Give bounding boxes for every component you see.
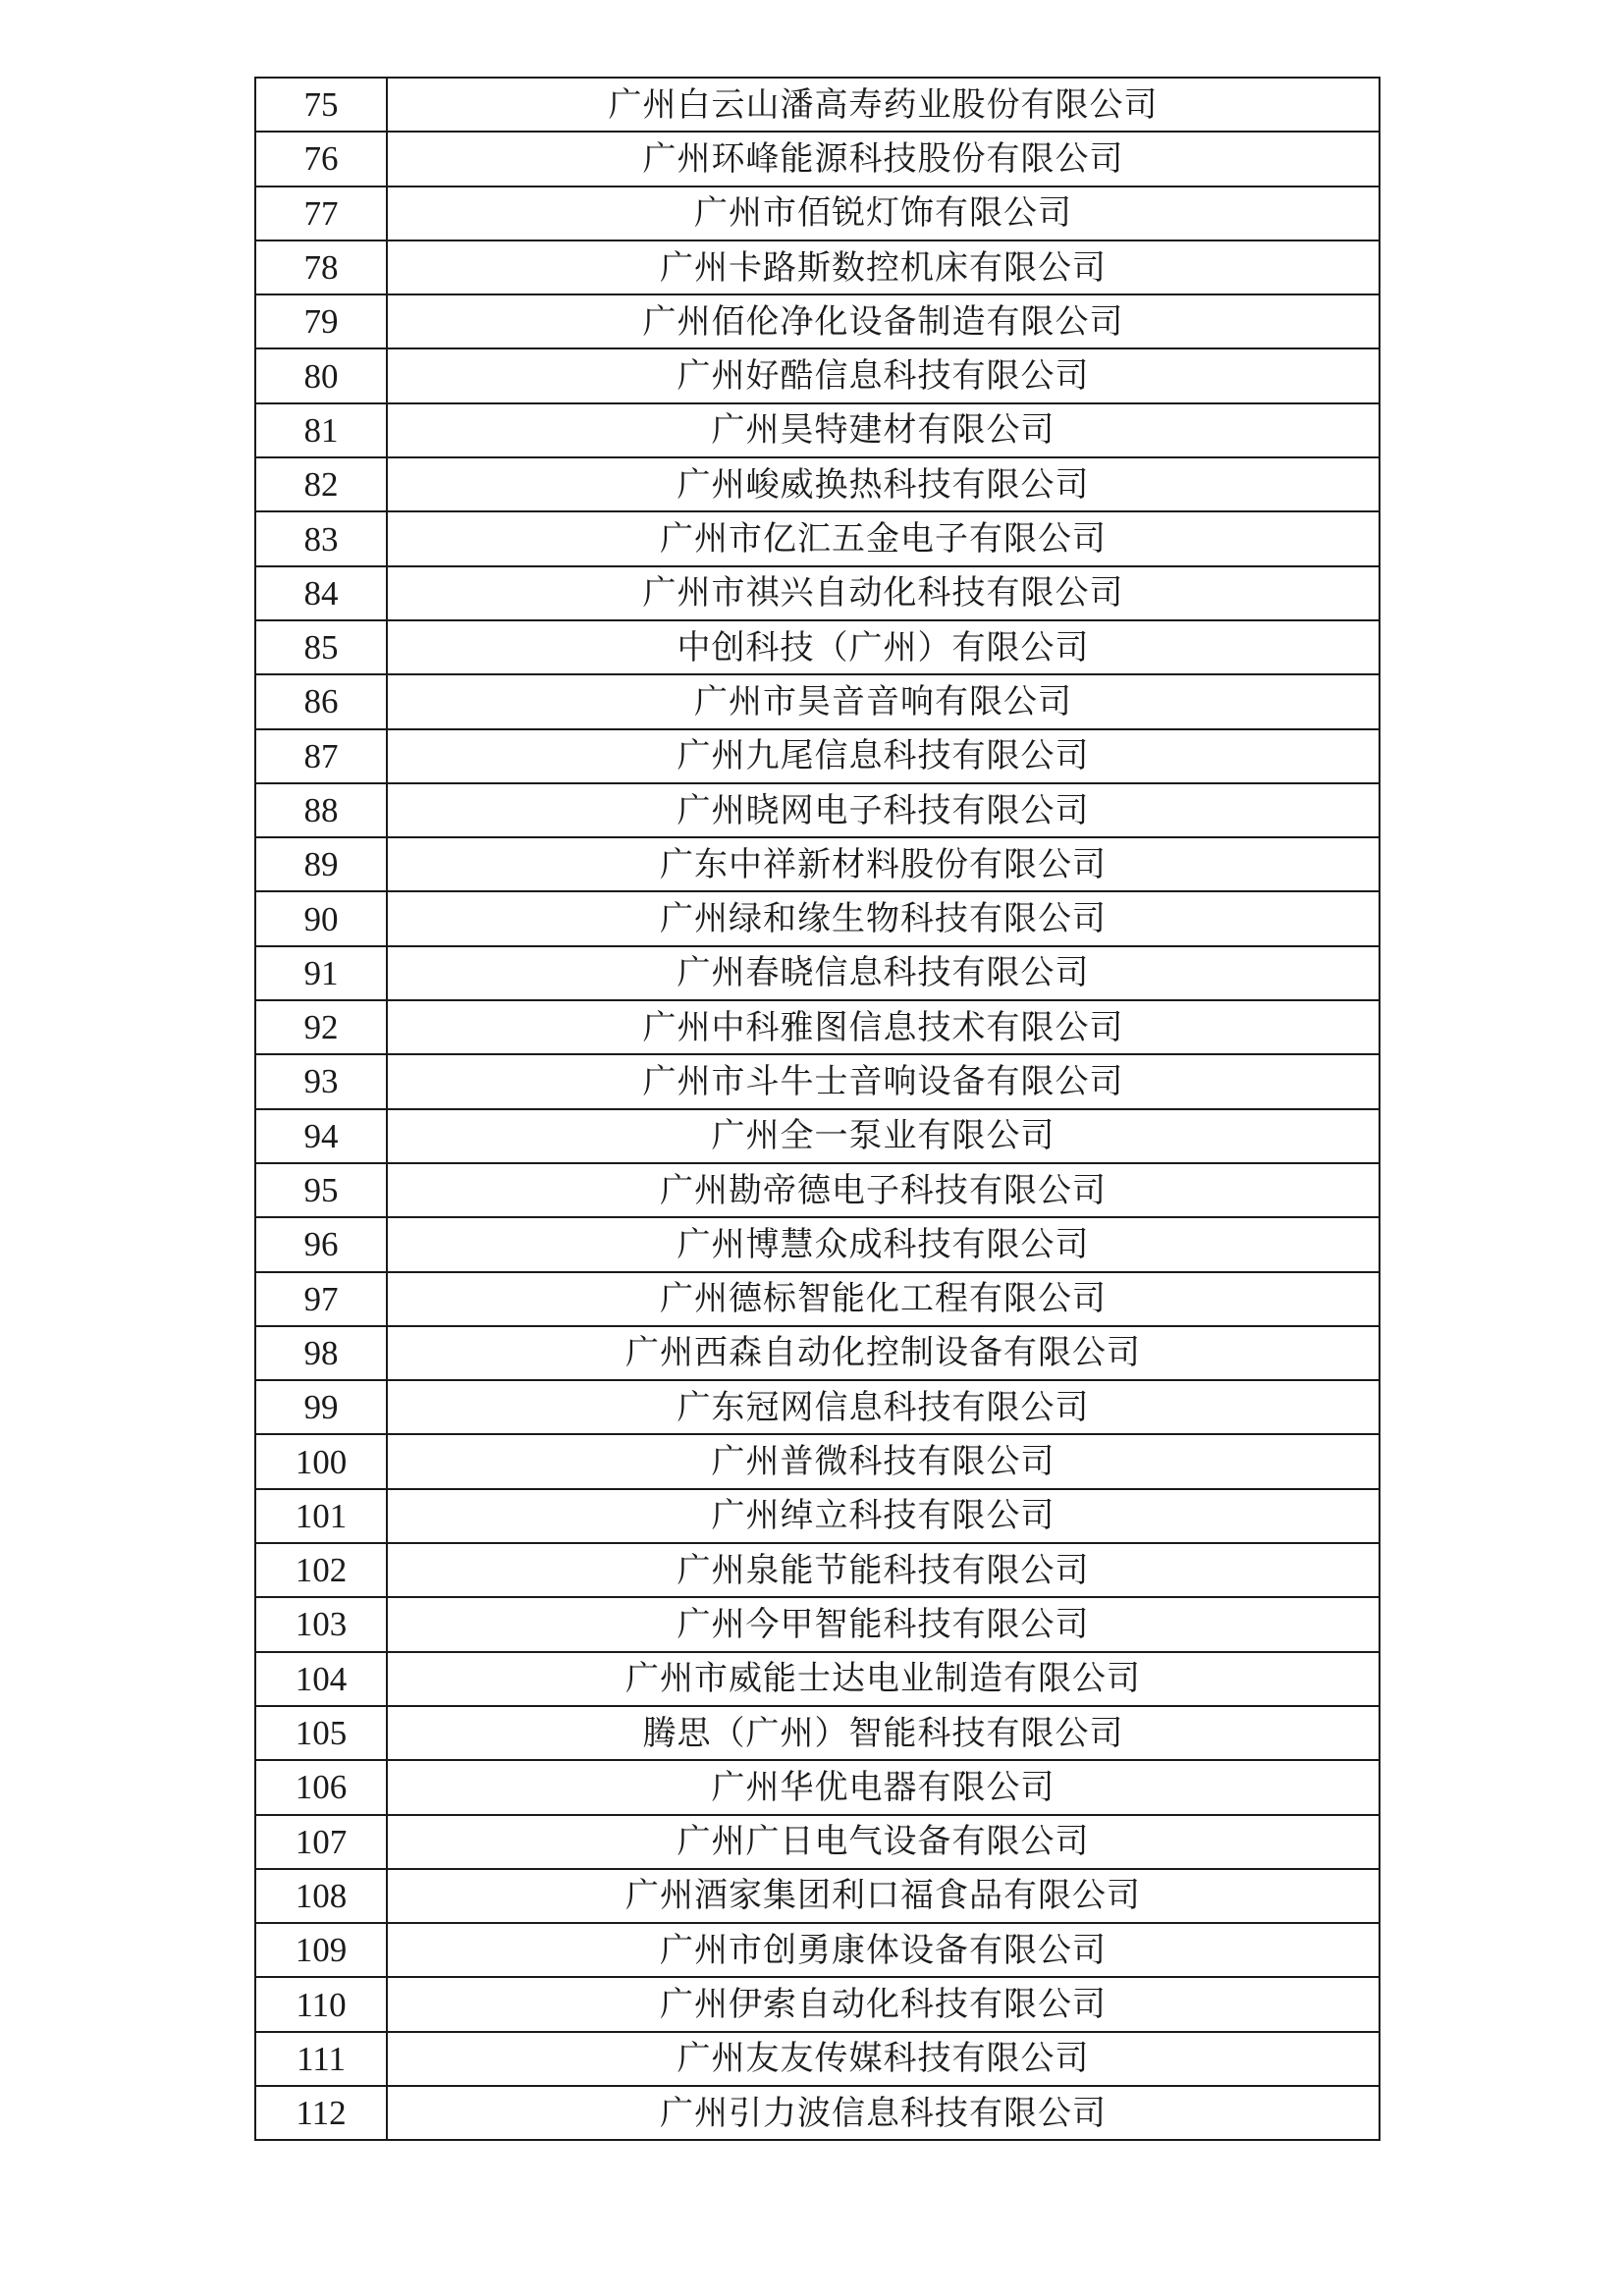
- company-name-cell: 广州晓网电子科技有限公司: [387, 783, 1380, 837]
- company-name-cell: 广州市威能士达电业制造有限公司: [387, 1652, 1380, 1706]
- table-row: [255, 294, 1380, 348]
- company-name-cell: 广州酒家集团利口福食品有限公司: [387, 1869, 1380, 1923]
- table-row: [255, 2032, 1380, 2086]
- company-name-cell: 广州环峰能源科技股份有限公司: [387, 132, 1380, 186]
- company-name-cell: 广州博慧众成科技有限公司: [387, 1217, 1380, 1271]
- row-number-cell: 82: [255, 457, 387, 511]
- company-name-cell: 中创科技（广州）有限公司: [387, 620, 1380, 674]
- row-number-cell: 75: [255, 78, 387, 132]
- table-row: [255, 403, 1380, 457]
- table-row: [255, 1923, 1380, 1977]
- company-list-table: [254, 77, 1380, 2141]
- company-name-cell: 广州市创勇康体设备有限公司: [387, 1923, 1380, 1977]
- row-number-cell: 99: [255, 1380, 387, 1434]
- table-row: [255, 1977, 1380, 2031]
- table-row: [255, 1000, 1380, 1054]
- row-number-cell: 86: [255, 674, 387, 728]
- row-number-cell: 108: [255, 1869, 387, 1923]
- row-number-cell: 102: [255, 1543, 387, 1597]
- row-number-cell: 107: [255, 1815, 387, 1869]
- company-name-cell: 广州佰伦净化设备制造有限公司: [387, 294, 1380, 348]
- row-number-cell: 77: [255, 187, 387, 240]
- table-row: [255, 891, 1380, 945]
- company-name-cell: 广州普微科技有限公司: [387, 1434, 1380, 1488]
- company-name-cell: 广州德标智能化工程有限公司: [387, 1272, 1380, 1326]
- row-number-cell: 84: [255, 566, 387, 620]
- row-number-cell: 106: [255, 1760, 387, 1814]
- row-number-cell: 98: [255, 1326, 387, 1380]
- company-name-cell: 广州市佰锐灯饰有限公司: [387, 187, 1380, 240]
- table-row: [255, 1543, 1380, 1597]
- row-number-cell: 94: [255, 1109, 387, 1163]
- row-number-cell: 97: [255, 1272, 387, 1326]
- table-row: [255, 1163, 1380, 1217]
- company-name-cell: 广州广日电气设备有限公司: [387, 1815, 1380, 1869]
- table-row: [255, 620, 1380, 674]
- company-name-cell: 腾思（广州）智能科技有限公司: [387, 1706, 1380, 1760]
- company-name-cell: 广州华优电器有限公司: [387, 1760, 1380, 1814]
- table-row: [255, 1054, 1380, 1108]
- table-row: [255, 946, 1380, 1000]
- company-name-cell: 广州友友传媒科技有限公司: [387, 2032, 1380, 2086]
- company-name-cell: 广州全一泵业有限公司: [387, 1109, 1380, 1163]
- company-name-cell: 广东冠网信息科技有限公司: [387, 1380, 1380, 1434]
- company-name-cell: 广州勘帝德电子科技有限公司: [387, 1163, 1380, 1217]
- company-name-cell: 广州中科雅图信息技术有限公司: [387, 1000, 1380, 1054]
- table-row: [255, 1706, 1380, 1760]
- table-row: [255, 1434, 1380, 1488]
- row-number-cell: 88: [255, 783, 387, 837]
- company-name-cell: 广州西森自动化控制设备有限公司: [387, 1326, 1380, 1380]
- company-name-cell: 广州市斗牛士音响设备有限公司: [387, 1054, 1380, 1108]
- company-name-cell: 广州卡路斯数控机床有限公司: [387, 240, 1380, 294]
- company-name-cell: 广州白云山潘高寿药业股份有限公司: [387, 78, 1380, 132]
- row-number-cell: 103: [255, 1597, 387, 1651]
- company-name-cell: 广州市祺兴自动化科技有限公司: [387, 566, 1380, 620]
- row-number-cell: 76: [255, 132, 387, 186]
- company-name-cell: 广州市亿汇五金电子有限公司: [387, 511, 1380, 565]
- table-row: [255, 187, 1380, 240]
- company-name-cell: 广州绿和缘生物科技有限公司: [387, 891, 1380, 945]
- table-row: [255, 837, 1380, 891]
- row-number-cell: 96: [255, 1217, 387, 1271]
- row-number-cell: 105: [255, 1706, 387, 1760]
- row-number-cell: 91: [255, 946, 387, 1000]
- row-number-cell: 104: [255, 1652, 387, 1706]
- company-name-cell: 广州伊索自动化科技有限公司: [387, 1977, 1380, 2031]
- row-number-cell: 78: [255, 240, 387, 294]
- row-number-cell: 93: [255, 1054, 387, 1108]
- table-row: [255, 1109, 1380, 1163]
- row-number-cell: 83: [255, 511, 387, 565]
- row-number-cell: 109: [255, 1923, 387, 1977]
- table-row: [255, 78, 1380, 132]
- row-number-cell: 87: [255, 729, 387, 783]
- row-number-cell: 92: [255, 1000, 387, 1054]
- table-row: [255, 1597, 1380, 1651]
- company-name-cell: 广州今甲智能科技有限公司: [387, 1597, 1380, 1651]
- row-number-cell: 90: [255, 891, 387, 945]
- table-row: [255, 729, 1380, 783]
- company-name-cell: 广州好酷信息科技有限公司: [387, 348, 1380, 402]
- table-row: [255, 1760, 1380, 1814]
- row-number-cell: 95: [255, 1163, 387, 1217]
- table-row: [255, 511, 1380, 565]
- table-row: [255, 1652, 1380, 1706]
- table-row: [255, 1489, 1380, 1543]
- company-name-cell: 广州绰立科技有限公司: [387, 1489, 1380, 1543]
- table-row: [255, 1272, 1380, 1326]
- row-number-cell: 101: [255, 1489, 387, 1543]
- table-row: [255, 1380, 1380, 1434]
- table-row: [255, 674, 1380, 728]
- table-row: [255, 240, 1380, 294]
- company-name-cell: 广州引力波信息科技有限公司: [387, 2086, 1380, 2140]
- company-name-cell: 广州昊特建材有限公司: [387, 403, 1380, 457]
- row-number-cell: 111: [255, 2032, 387, 2086]
- table-row: [255, 783, 1380, 837]
- row-number-cell: 110: [255, 1977, 387, 2031]
- table-row: [255, 348, 1380, 402]
- company-name-cell: 广州峻威换热科技有限公司: [387, 457, 1380, 511]
- table-row: [255, 566, 1380, 620]
- table-row: [255, 1869, 1380, 1923]
- company-name-cell: 广东中祥新材料股份有限公司: [387, 837, 1380, 891]
- table-row: [255, 132, 1380, 186]
- company-name-cell: 广州市昊音音响有限公司: [387, 674, 1380, 728]
- company-name-cell: 广州春晓信息科技有限公司: [387, 946, 1380, 1000]
- row-number-cell: 89: [255, 837, 387, 891]
- table-row: [255, 1217, 1380, 1271]
- table-body: [255, 78, 1380, 2140]
- row-number-cell: 112: [255, 2086, 387, 2140]
- table-row: [255, 2086, 1380, 2140]
- company-name-cell: 广州九尾信息科技有限公司: [387, 729, 1380, 783]
- company-name-cell: 广州泉能节能科技有限公司: [387, 1543, 1380, 1597]
- table-row: [255, 457, 1380, 511]
- row-number-cell: 81: [255, 403, 387, 457]
- row-number-cell: 85: [255, 620, 387, 674]
- table-row: [255, 1326, 1380, 1380]
- row-number-cell: 100: [255, 1434, 387, 1488]
- table-row: [255, 1815, 1380, 1869]
- row-number-cell: 79: [255, 294, 387, 348]
- row-number-cell: 80: [255, 348, 387, 402]
